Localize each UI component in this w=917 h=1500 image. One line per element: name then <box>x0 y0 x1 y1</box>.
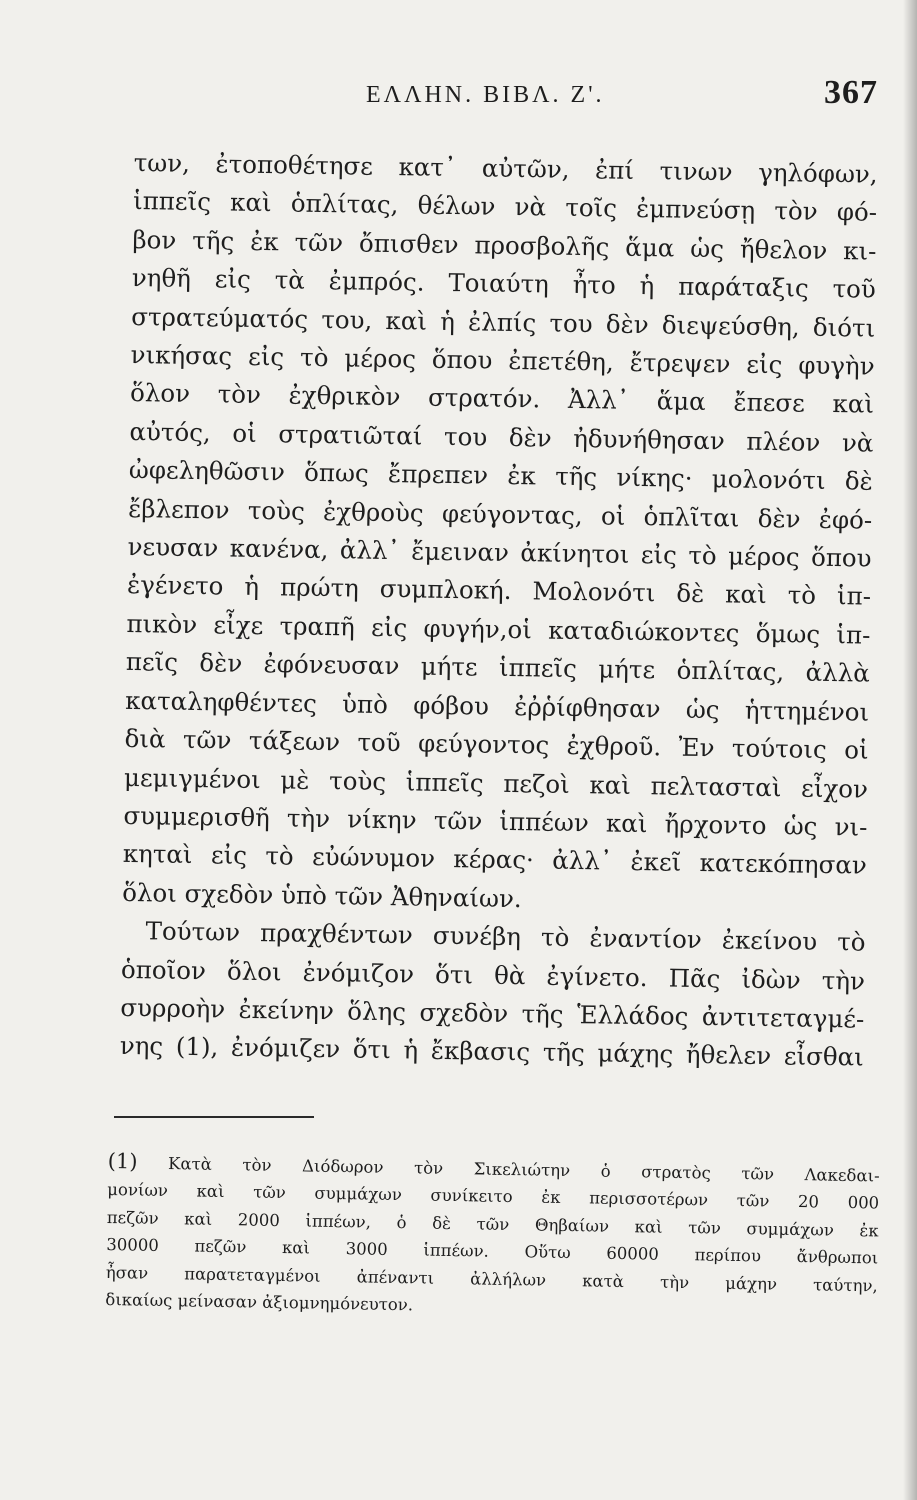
text-line: πικὸν εἶχε τραπῆ εἰς φυγήν,οἱ καταδιώκοντες ὅμως ἱπ- <box>126 608 871 650</box>
text-line: ἱππεῖς καὶ ὁπλίτας, θέλων νὰ τοῖς ἐμπνεύσῃ τὸν φό- <box>132 186 878 228</box>
footnote-line: δικαίως μείνασαν ἀξιομνημόνευτον. <box>105 1290 414 1315</box>
text-line: μεμιγμένοι μὲ τοὺς ἱππεῖς πεζοὶ καὶ πελτασταὶ εἶχον <box>123 762 869 804</box>
page-header <box>330 72 878 122</box>
running-title: ΕΛΛΗΝ. ΒΙΒΛ. Ζ'. <box>366 82 605 108</box>
text-line: ὅλοι σχεδὸν ὑπὸ τῶν Ἀθηναίων. <box>122 877 522 913</box>
page-number: 367 <box>824 74 878 111</box>
text-line: ὠφεληθῶσιν ὅπως ἔπρεπεν ἐκ τῆς νίκης· μολονότι δὲ <box>128 455 874 496</box>
text-line: στρατεύματός του, καὶ ἡ ἐλπίς του δὲν διεψεύσθη, διότι <box>131 301 876 343</box>
text-line: διὰ τῶν τάξεων τοῦ φεύγοντος ἐχθροῦ. Ἐν τούτοις οἱ <box>124 724 869 765</box>
text-line: Τούτων πραχθέντων συνέβη τὸ ἐναντίον ἐκείνου τὸ <box>145 916 866 957</box>
text-line: των, ἐτοποθέτησε κατ᾽ αὐτῶν, ἐπί τινων γηλόφων, <box>133 147 878 189</box>
footnote-divider <box>114 1116 314 1118</box>
text-line: νηθῆ εἰς τὰ ἐμπρός. Τοιαύτη ἦτο ἡ παράταξις τοῦ <box>131 263 877 304</box>
text-line: αὐτός, οἱ στρατιῶταί του δὲν ἠδυνήθησαν πλέον νὰ <box>129 416 874 458</box>
footnote-line: 30000 πεζῶν καὶ 3000 ἱππέων. Οὕτω 60000 περίπου ἄνθρωποι <box>106 1235 879 1268</box>
text-line: ἔβλεπον τοὺς ἐχθροὺς φεύγοντας, οἱ ὁπλῖται δὲν ἐφό- <box>128 493 873 535</box>
text-line: καταληφθέντες ὑπὸ φόβου ἐῤῥίφθησαν ὡς ἡττημένοι <box>125 685 870 727</box>
text-line: νικήσας εἰς τὸ μέρος ὅπου ἐπετέθη, ἔτρεψεν εἰς φυγὴν <box>130 340 875 381</box>
text-line: ὅλον τὸν ἐχθρικὸν στρατόν. Ἀλλ᾽ ἅμα ἔπεσε καὶ <box>129 378 875 420</box>
footnote-line-text: Κατὰ τὸν Διόδωρον τὸν Σικελιώτην ὁ στρατὸς τῶν Λακεδαι- <box>167 1154 880 1186</box>
text-line: βον τῆς ἐκ τῶν ὄπισθεν προσβολῆς ἅμα ὡς ἤθελον κι- <box>132 224 877 266</box>
footnote-line: μονίων καὶ τῶν συμμάχων συνίκειτο ἐκ περισσοτέρων τῶν 20 000 <box>107 1180 880 1213</box>
footnote-line: ἦσαν παρατεταγμένοι ἀπέναντι ἀλλήλων κατὰ τὴν μάχην ταύτην, <box>105 1262 878 1296</box>
text-line: νης (1), ἐνόμιζεν ὅτι ἡ ἔκβασις τῆς μάχης ἤθελεν εἶσθαι <box>119 1031 864 1072</box>
footnote <box>105 1148 880 1327</box>
text-line: συρροὴν ἐκείνην ὅλης σχεδὸν τῆς Ἑλλάδος ἀντιτεταγμέ- <box>120 992 865 1034</box>
text-line: ὁποῖον ὅλοι ἐνόμιζον ὅτι θὰ ἐγίνετο. Πᾶς ἰδὼν τὴν <box>120 954 866 996</box>
body-text <box>120 144 878 1077</box>
text-line: κηταὶ εἰς τὸ εὐώνυμον κέρας· ἀλλ᾽ ἐκεῖ κατεκόπησαν <box>122 839 867 880</box>
text-line: συμμερισθῆ τὴν νίκην τῶν ἱππέων καὶ ἤρχοντο ὡς νι- <box>123 800 868 842</box>
footnote-marker: (1) <box>107 1148 138 1174</box>
text-line: ἐγένετο ἡ πρώτη συμπλοκή. Μολονότι δὲ καὶ τὸ ἱπ- <box>126 570 872 612</box>
page-edge-shadow <box>903 0 917 1500</box>
footnote-line: πεζῶν καὶ 2000 ἱππέων, ὁ δὲ τῶν Θηβαίων καὶ τῶν συμμάχων ἐκ <box>106 1207 879 1241</box>
text-line: νευσαν κανένα, ἀλλ᾽ ἔμειναν ἀκίνητοι εἰς τὸ μέρος ὅπου <box>127 532 872 573</box>
text-line: πεῖς δὲν ἐφόνευσαν μήτε ἱππεῖς μήτε ὁπλίτας, ἀλλὰ <box>125 647 871 688</box>
